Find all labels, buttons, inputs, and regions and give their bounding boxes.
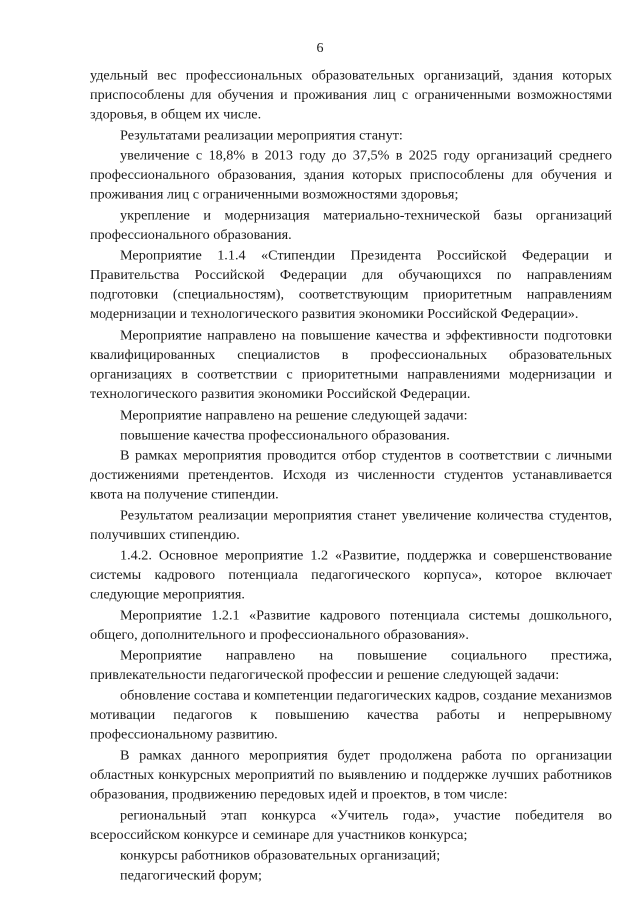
paragraph: Мероприятие 1.1.4 «Стипендии Президента Российской Федерации и Правительства Российской Федерации для обучающихся по направлениям подготовки (специальностям), соответствующим приоритетным направлениям модернизации и технологического развития экономики Российской Федерации».: [90, 247, 612, 322]
paragraph: укрепление и модернизация материально-технической базы организаций профессионального образования.: [90, 207, 612, 243]
paragraph: увеличение с 18,8% в 2013 году до 37,5% в 2025 году организаций среднего профессионального образования, здания которых приспособлены для обучения и проживания лиц с ограниченными возможностями здоровья;: [90, 147, 612, 203]
paragraph: В рамках данного мероприятия будет продолжена работа по организации областных конкурсных мероприятий по выявлению и поддержке лучших работников образования, продвижению передовых идей и проектов, в том числе:: [90, 747, 612, 803]
paragraph: педагогический форум;: [120, 867, 262, 884]
paragraph: повышение качества профессионального образования.: [120, 427, 450, 444]
section-heading-paragraph: 1.4.2. Основное мероприятие 1.2 «Развитие, поддержка и совершенствование системы кадрового потенциала педагогического корпуса», которое включает следующие мероприятия.: [90, 547, 612, 603]
paragraph: Мероприятие направлено на решение следующей задачи:: [120, 407, 468, 424]
paragraph: конкурсы работников образовательных организаций;: [120, 847, 441, 864]
paragraph: удельный вес профессиональных образовательных организаций, здания которых приспособлены для обучения и проживания лиц с ограниченными возможностями здоровья, в общем их числе.: [90, 67, 612, 123]
paragraph: Результатами реализации мероприятия станут:: [120, 127, 403, 144]
document-body: [90, 66, 612, 886]
paragraph: В рамках мероприятия проводится отбор студентов в соответствии с личными достижениями претендентов. Исходя из численности студентов устанавливается квота на получение стипендии.: [90, 447, 612, 503]
paragraph: Мероприятие 1.2.1 «Развитие кадрового потенциала системы дошкольного, общего, дополнительного и профессионального образования».: [90, 607, 612, 643]
paragraph: Мероприятие направлено на повышение социального престижа, привлекательности педагогической профессии и решение следующей задачи:: [90, 647, 612, 683]
paragraph: Мероприятие направлено на повышение качества и эффективности подготовки квалифицированных специалистов в профессиональных образовательных организациях в соответствии с приоритетными направлениями модернизации и технологического развития экономики Российской Федерации.: [90, 327, 612, 402]
paragraph: обновление состава и компетенции педагогических кадров, создание механизмов мотивации педагогов к повышению качества работы и непрерывному профессиональному развитию.: [90, 687, 612, 743]
page-number: 6: [316, 41, 324, 56]
paragraph: Результатом реализации мероприятия станет увеличение количества студентов, получивших стипендию.: [90, 507, 612, 543]
paragraph: региональный этап конкурса «Учитель года», участие победителя во всероссийском конкурсе и семинаре для участников конкурса;: [90, 807, 612, 843]
